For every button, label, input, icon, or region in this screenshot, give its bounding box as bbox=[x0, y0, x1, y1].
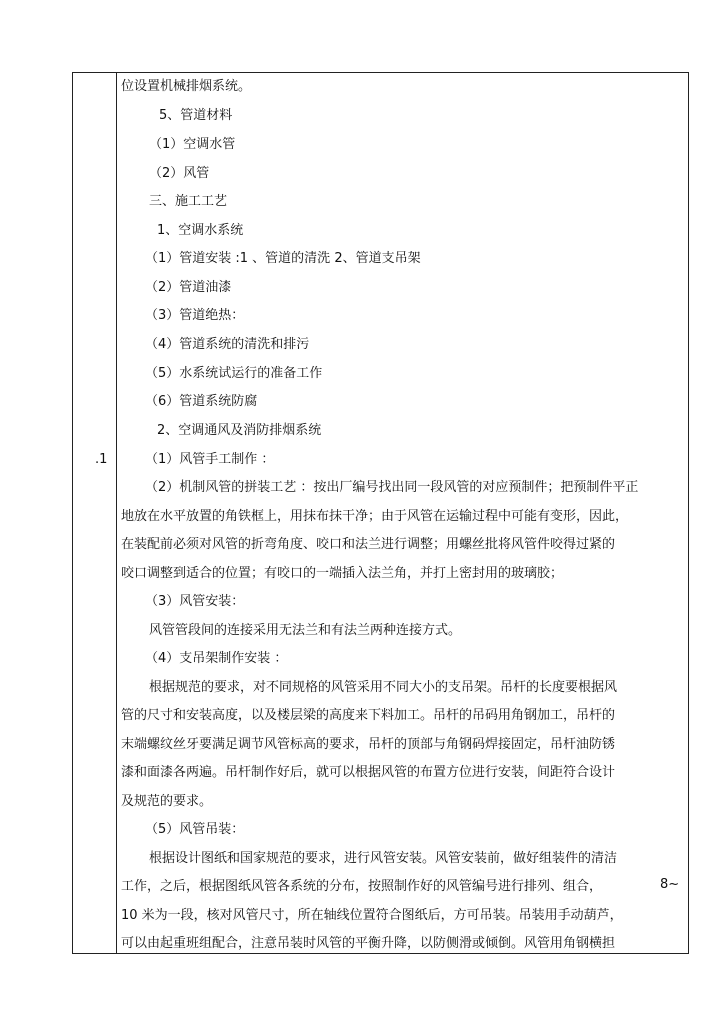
left-cell-label: .1 bbox=[95, 452, 108, 467]
text-line: （5）水系统试运行的准备工作 bbox=[145, 366, 323, 381]
text-line: （3）管道绝热： bbox=[145, 308, 245, 323]
text-line: （5）风管吊装： bbox=[145, 822, 245, 837]
text-line: 工作，之后，根据图纸风管各系统的分布，按照制作好的风管编号进行排列、组合， bbox=[121, 879, 603, 894]
text-line: 5、管道材料 bbox=[159, 108, 233, 123]
text-line: 漆和面漆各两遍。吊杆制作好后，就可以根据风管的布置方位进行安装，间距符合设计 bbox=[121, 765, 616, 780]
text-line: （4）管道系统的清洗和排污 bbox=[145, 337, 310, 352]
text-line: 及规范的要求。 bbox=[121, 794, 213, 809]
text-line: （2）管道油漆 bbox=[145, 280, 232, 295]
text-line: （6）管道系统防腐 bbox=[145, 394, 258, 409]
column-divider bbox=[116, 72, 117, 954]
text-line: 管的尺寸和安装高度，以及楼层梁的高度来下料加工。吊杆的吊码用角钢加工，吊杆的 bbox=[121, 708, 616, 723]
text-line: 末端螺纹丝牙要满足调节风管标高的要求，吊杆的顶部与角钢码焊接固定，吊杆油防锈 bbox=[121, 737, 616, 752]
text-line: （4）支吊架制作安装 ： bbox=[145, 651, 288, 666]
text-line: （1）管道安装 :1 、管道的清洗 2、管道支吊架 bbox=[145, 251, 421, 266]
range-note: 8~ bbox=[660, 877, 680, 892]
text-line: 可以由起重班组配合，注意吊装时风管的平衡升降，以防侧滑或倾倒。风管用角钢横担 bbox=[121, 936, 616, 951]
text-line: 地放在水平放置的角铁框上，用抹布抹干净；由于风管在运输过程中可能有变形，因此， bbox=[121, 509, 629, 524]
text-line: 10 米为一段，核对风管尺寸，所在轴线位置符合图纸后，方可吊装。吊装用手动葫芦， bbox=[121, 908, 623, 923]
text-line: 1、空调水系统 bbox=[157, 223, 244, 238]
text-line: （2）机制风管的拼装工艺 ：按出厂编号找出同一段风管的对应预制件；把预制件平正 bbox=[145, 480, 639, 495]
text-line: 在装配前必须对风管的折弯角度、咬口和法兰进行调整；用螺丝批将风管件咬得过紧的 bbox=[121, 537, 616, 552]
text-line: 三、施工工艺 bbox=[149, 194, 228, 209]
text-line: 位设置机械排烟系统。 bbox=[121, 79, 252, 94]
text-line: （1）空调水管 bbox=[149, 137, 236, 152]
text-line: 根据设计图纸和国家规范的要求，进行风管安装。风管安装前，做好组装件的清洁 bbox=[149, 851, 618, 866]
text-line: 咬口调整到适合的位置；有咬口的一端插入法兰角，并打上密封用的玻璃胶； bbox=[121, 566, 564, 581]
text-line: 风管管段间的连接采用无法兰和有法兰两种连接方式。 bbox=[149, 623, 462, 638]
text-line: （2）风管 bbox=[149, 166, 210, 181]
text-line: （3）风管安装： bbox=[145, 594, 245, 609]
text-line: （1）风管手工制作 ： bbox=[145, 452, 275, 467]
text-line: 2、空调通风及消防排烟系统 bbox=[157, 423, 322, 438]
text-line: 根据规范的要求，对不同规格的风管采用不同大小的支吊架。吊杆的长度要根据风 bbox=[149, 680, 618, 695]
